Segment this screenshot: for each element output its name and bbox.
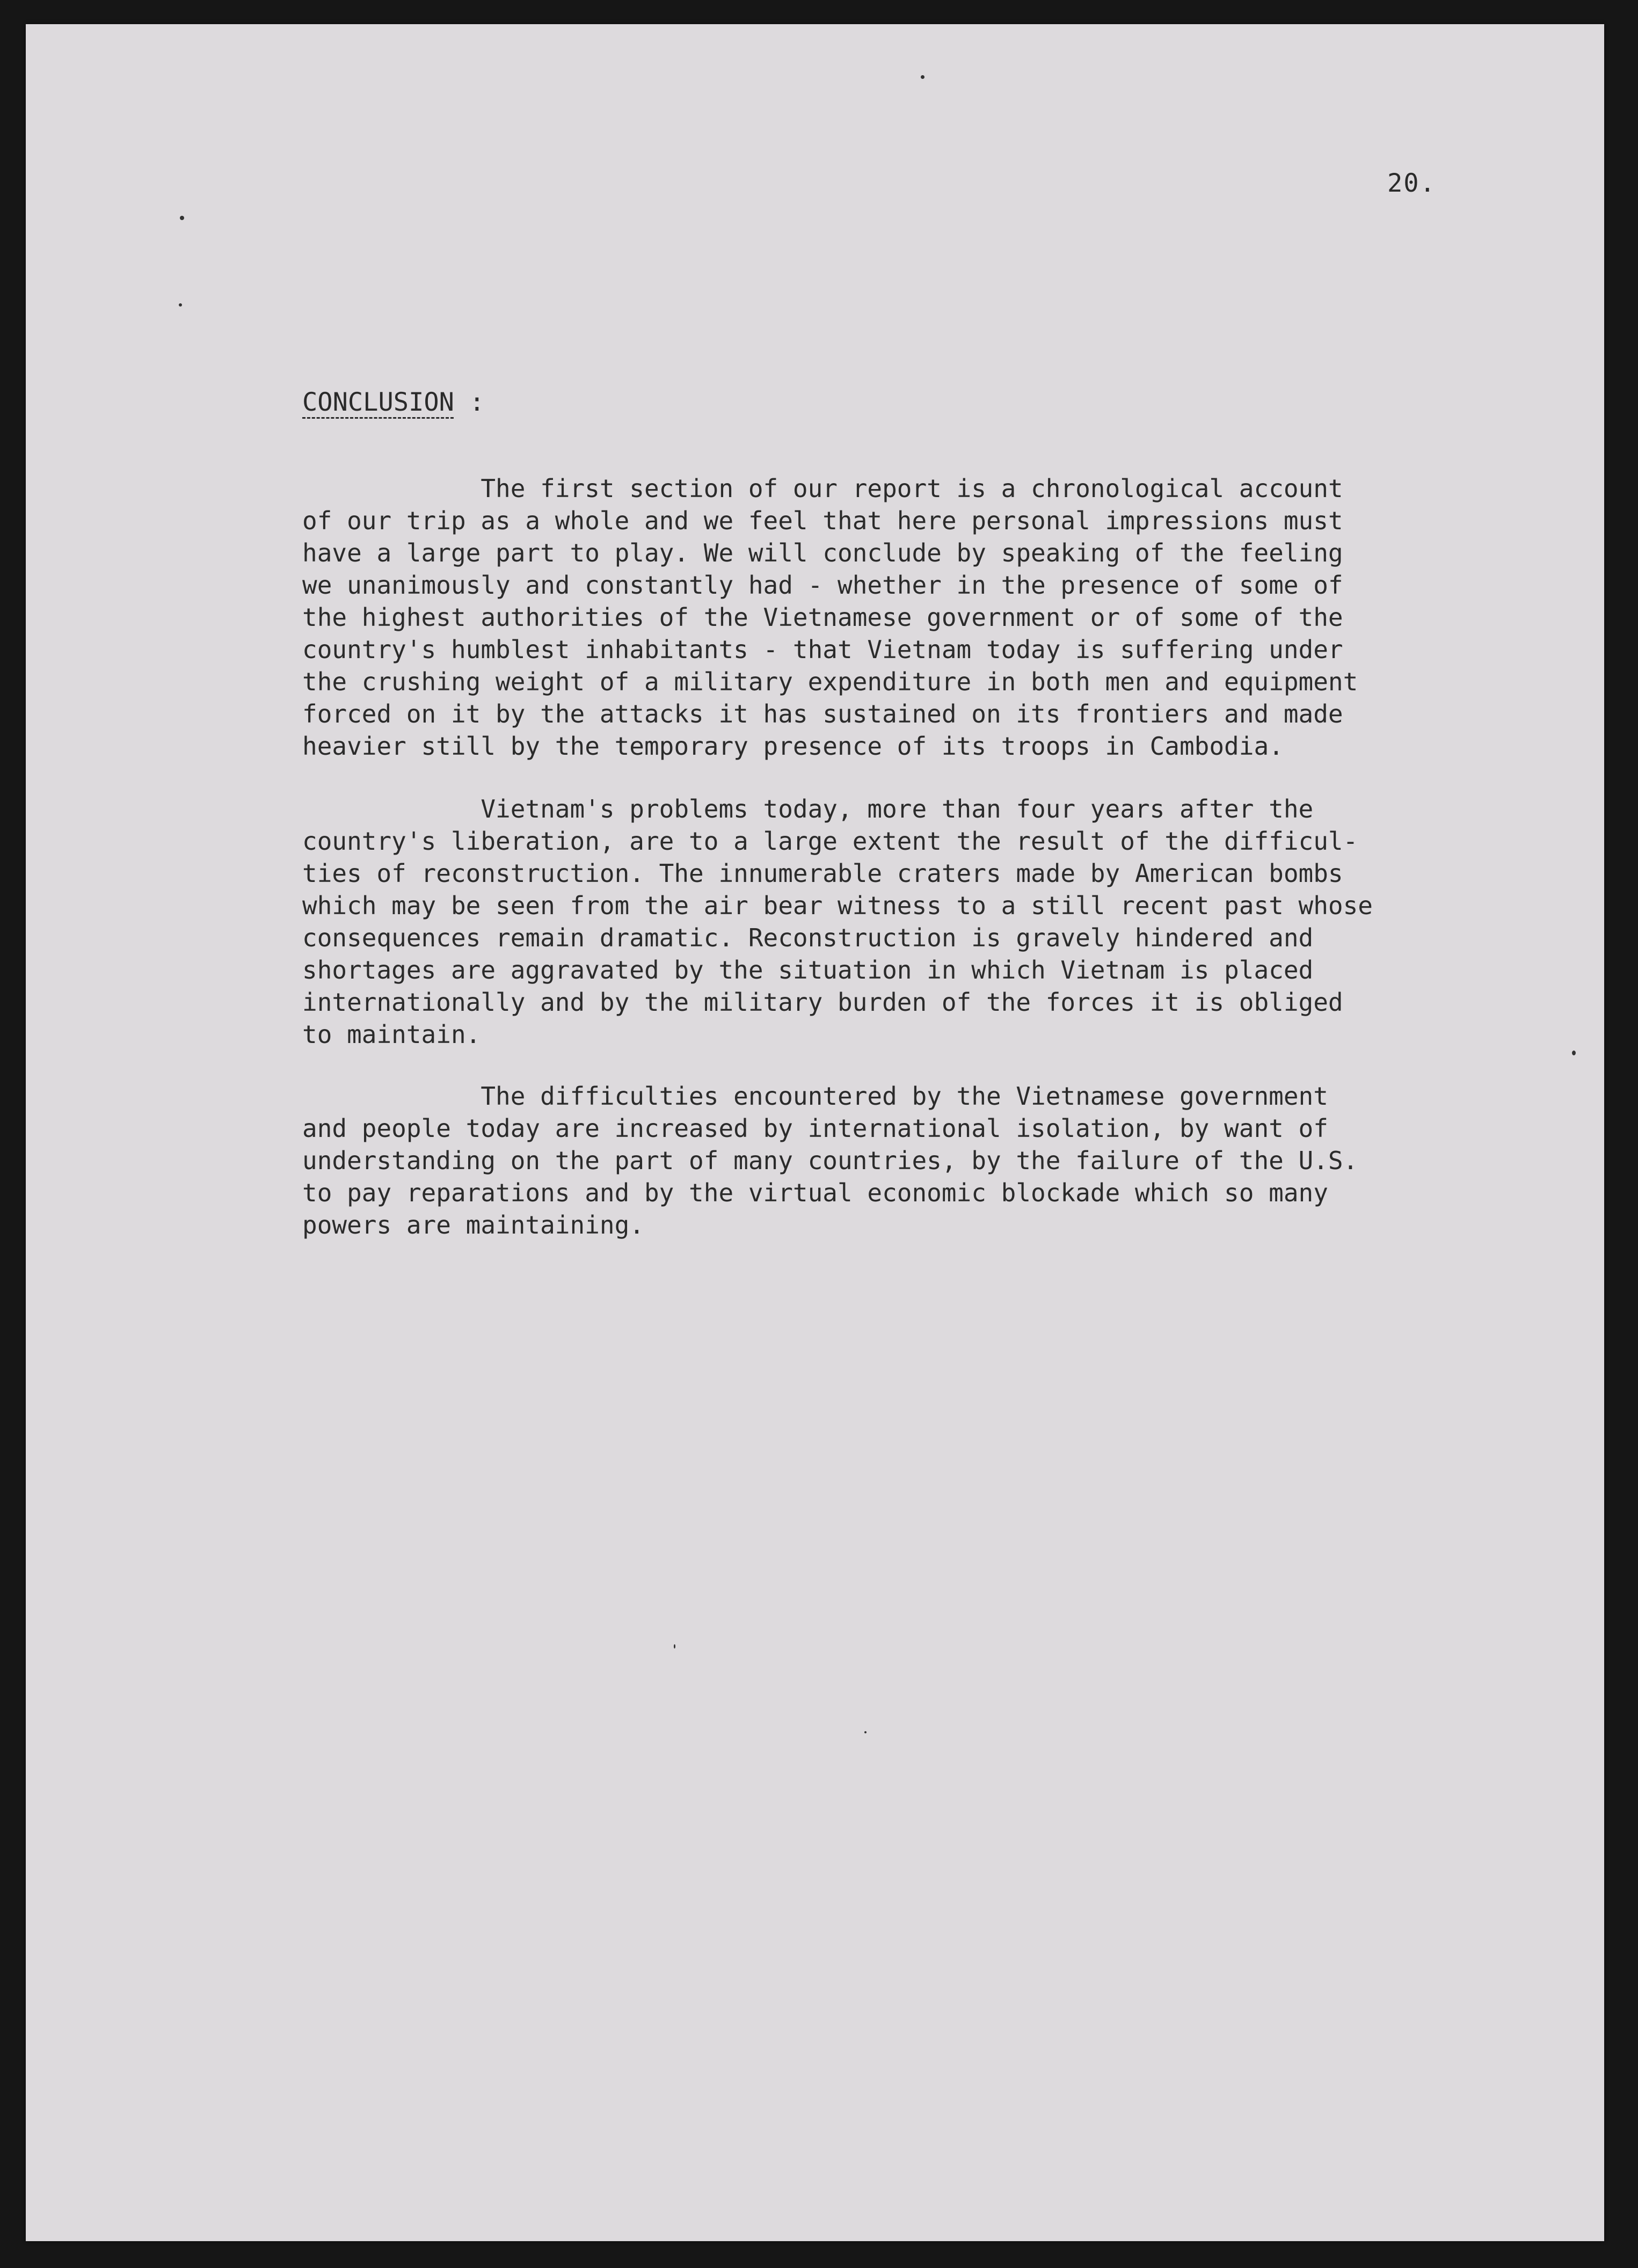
- paragraph-2: Vietnam's problems today, more than four years after the country's liberation, are to a large extent the result of the difficul- ties of reconstruction. The innumerable craters made by American bombs which may be seen from the air bear witness to a still recent past whose consequences remain dramatic. Reconstruction is gravely hindered and shortages are aggravated by the situation in which Vietnam is placed internationally and by the military burden of the forces it is obliged to maintain.: [302, 794, 1373, 1049]
- paper-speck: [674, 1644, 675, 1649]
- heading-title: CONCLUSION: [302, 388, 454, 417]
- paper-speck: [179, 303, 182, 307]
- paper-speck: [1572, 1051, 1576, 1055]
- heading-colon: :: [454, 388, 485, 417]
- paper-speck: [864, 1731, 867, 1733]
- paragraph-1: The first section of our report is a chronological account of our trip as a whole and we feel that here personal impressions must have a large part to play. We will conclude by speaking of the feeling we unanimously and constantly had - whether in the presence of some of the highest authorities of the Vietnamese government or of some of the country's humblest inhabitants - that Vietnam today is suffering under the crushing weight of a military expenditure in both men and equipment forced on it by the attacks it has sustained on its frontiers and made heavier still by the temporary presence of its troops in Cambodia.: [302, 474, 1358, 761]
- page-number: 20.: [1387, 169, 1436, 198]
- paper-speck: [180, 216, 184, 220]
- paragraph-3: The difficulties encountered by the Vietnamese government and people today are increased by international isolation, by want of understanding on the part of many countries, by the failure of the U.S. to pay reparations and by the virtual economic blockade which so many powers are maintaining.: [302, 1082, 1358, 1239]
- section-heading: [302, 386, 485, 419]
- paper-speck: [921, 75, 924, 79]
